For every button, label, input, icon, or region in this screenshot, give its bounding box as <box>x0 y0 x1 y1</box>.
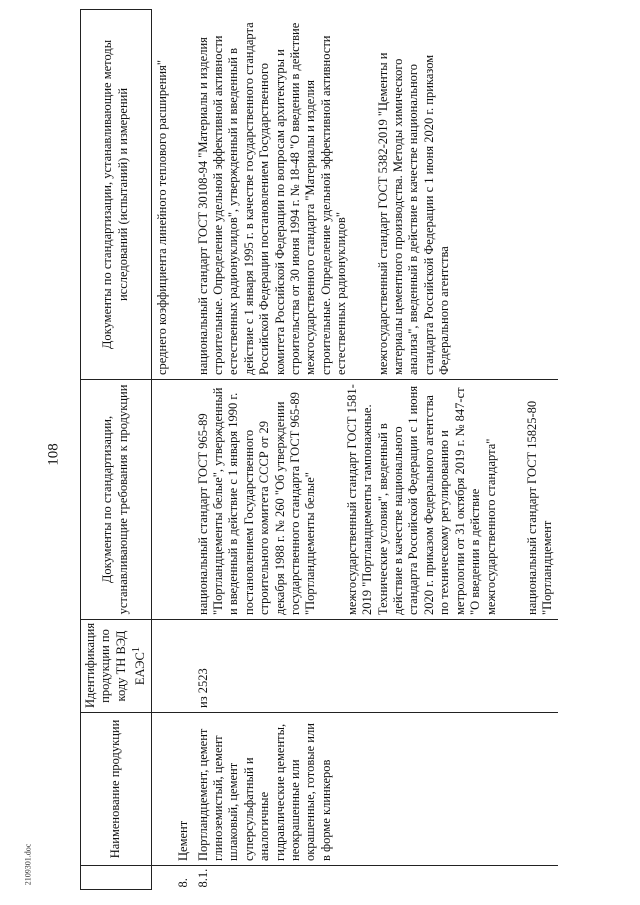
row-product-name: Портландцемент, цемент глиноземистый, цемент шлаковый, цемент суперсульфатный и аналогичные гидравлические цементы, неокрашенные или окрашенные, готовые или в форме клинкеров <box>194 713 558 866</box>
header-number <box>81 866 152 890</box>
method-doc: межгосударственный стандарт ГОСТ 5382-2019 "Цементы и материалы цементного производства. Методы химического анализа", введенный в действие в качестве национального стандарта Российской Федерации с 1 июня 2020 г. приказом Федерального агентства <box>375 52 452 375</box>
requirement-doc: национальный стандарт ГОСТ 965-89 "Портландцементы белые", утвержденный и введенный в действие с 1 января 1990 г. постановлением Государственного строительного комитета СССР от 29 декабря 1988 г. № 260 "Об утверждении государственного стандарта ГОСТ 965-89 "Портландцементы белые" <box>195 387 318 615</box>
requirement-doc: межгосударственный стандарт ГОСТ 1581-2019 "Портландцементы тампонажные. Технические условия", введенный в действие в качестве национального стандарта Российской Федерации с 1 июня 2020 г. приказом Федерального агентства по техническому регулированию и метрологии от 31 октября 2019 г. № 847-ст "О введении в действие межгосударственного стандарта" <box>344 384 498 615</box>
row-methods <box>194 10 558 380</box>
table-row <box>194 10 558 890</box>
standards-table <box>80 9 558 890</box>
section-number: 8. <box>176 878 191 888</box>
page-number: 108 <box>45 443 62 466</box>
method-doc: национальный стандарт ГОСТ 30108-94 "Материалы и изделия строительные. Определение удельной эффективной активности естественных радионуклидов", утвержденный и введенный в действие с 1 января 1995 г. в качестве государственного стандарта Российской Федерации постановлением Государственного комитета Российской Федерации по вопросам архитектуры и строительства от 30 июня 1994 г. № 18-48 "О введении в действие межгосударственного стандарта "Материалы и изделия строительные. Определение удельной эффективной активности естественных радионуклидов" <box>195 22 349 375</box>
header-footnote-mark: 1 <box>131 646 143 653</box>
header-requirements-docs: Документы по стандартизации, устанавливающие требования к продукции <box>81 380 152 620</box>
footer-doc-code: 2109301.doc <box>23 843 33 886</box>
row-number: 8.1. <box>195 868 210 888</box>
row-requirements <box>194 380 558 620</box>
header-tnved-code <box>81 620 152 713</box>
header-methods-docs: Документы по стандартизации, устанавливающие методы исследований (испытаний) и измерений <box>81 10 152 380</box>
continuation-row <box>151 10 172 890</box>
requirement-doc: национальный стандарт ГОСТ 15825-80 "Портландцемент <box>524 400 555 615</box>
continuation-text: среднего коэффициента линейного теплового расширения" <box>151 10 172 380</box>
rotated-table-sheet <box>80 10 620 890</box>
header-product-name: Наименование продукции <box>81 713 152 866</box>
row-tnved-code: из 2523 <box>194 620 558 713</box>
table-header-row <box>81 10 152 890</box>
section-row <box>172 10 193 890</box>
section-name: Цемент <box>172 713 193 866</box>
header-tnved-text: Идентификация продукции по коду ТН ВЭД ЕАЭС <box>83 622 148 708</box>
